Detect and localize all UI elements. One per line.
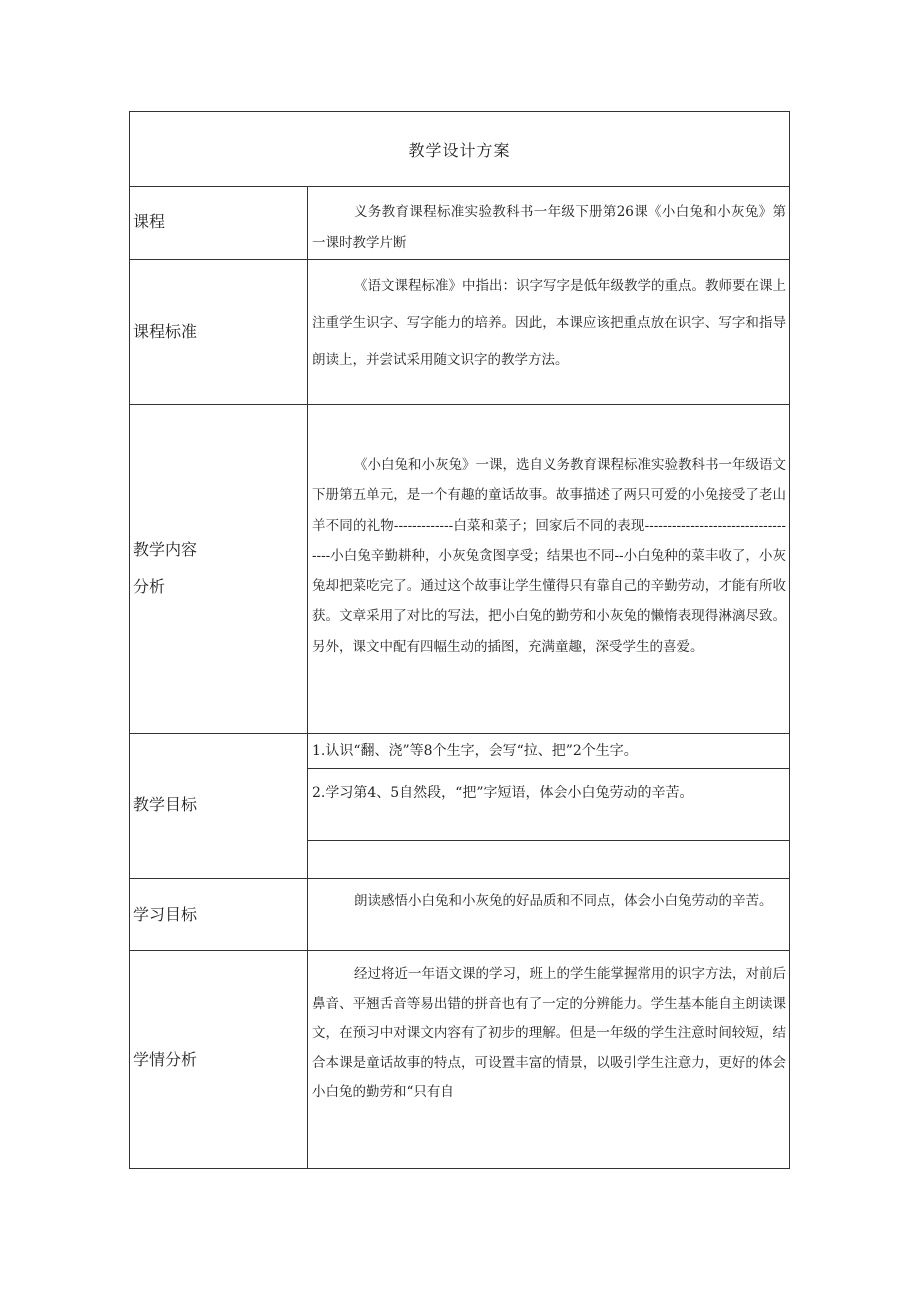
row-divider [308,768,789,769]
row-divider [130,733,789,734]
content-text: 《小白兔和小灰兔》一课，选自义务教育课程标准实验教科书一年级语文下册第五单元，是一个有趣的童话故事。故事描述了两只可爱的小兔接受了老山羊不同的礼物-------------白菜和菜子；回家后不同的表现-----------------------------------小白兔辛勤耕种，小灰兔贪图享受；结果也不同--小白兔种的菜丰收了，小灰兔却把菜吃完了。通过这个故事让学生懂得只有靠自己的辛勤劳动，才能有所收获。文章采用了对比的写法，把小白兔的勤劳和小灰兔的懒惰表现得淋漓尽致。另外，课文中配有四幅生动的插图，充满童趣，深受学生的喜爱。 [312,457,786,655]
row-divider [130,878,789,879]
row-divider [130,186,789,187]
label-students: 学情分析 [133,1050,198,1069]
label-course: 课程 [133,212,166,231]
standard-text: 《语文课程标准》中指出：识字写字是低年级教学的重点。教师要在课上注重学生识字、写字能力的培养。因此，本课应该把重点放在识字、写字和指导朗读上，并尝试采用随文识字的教学方法。 [312,278,786,368]
row-divider [130,259,789,260]
row-divider [130,404,789,405]
label-content-line1: 教学内容 [133,540,198,559]
label-content-line2: 分析 [133,577,166,596]
row-divider [130,950,789,951]
page-title: 教学设计方案 [408,140,511,160]
course-text: 义务教育课程标准实验教科书一年级下册第26课《小白兔和小灰兔》第一课时教学片断 [312,204,786,251]
label-standard: 课程标准 [133,322,198,341]
learning-text: 朗读感悟小白兔和小灰兔的好品质和不同点，体会小白兔劳动的辛苦。 [354,893,773,909]
students-text: 经过将近一年语文课的学习，班上的学生能掌握常用的识字方法，对前后鼻音、平翘舌音等易出错的拼音也有了一定的分辨能力。学生基本能自主朗读课文，在预习中对课文内容有了初步的理解。但是一年级的学生注意时间较短，结合本课是童话故事的特点，可设置丰富的情景，以吸引学生注意力，更好的体会小白兔的勤劳和“只有自 [312,966,786,1100]
column-divider [307,186,308,1169]
goal-item-2: 2.学习第4、5自然段，“把”字短语，体会小白兔劳动的辛苦。 [312,785,694,801]
row-divider [308,840,789,841]
goal-item-1: 1.认识“翻、浇”等8个生字，会写“拉、把”2个生字。 [312,743,638,759]
label-learning: 学习目标 [133,905,198,924]
label-goals: 教学目标 [133,795,198,814]
